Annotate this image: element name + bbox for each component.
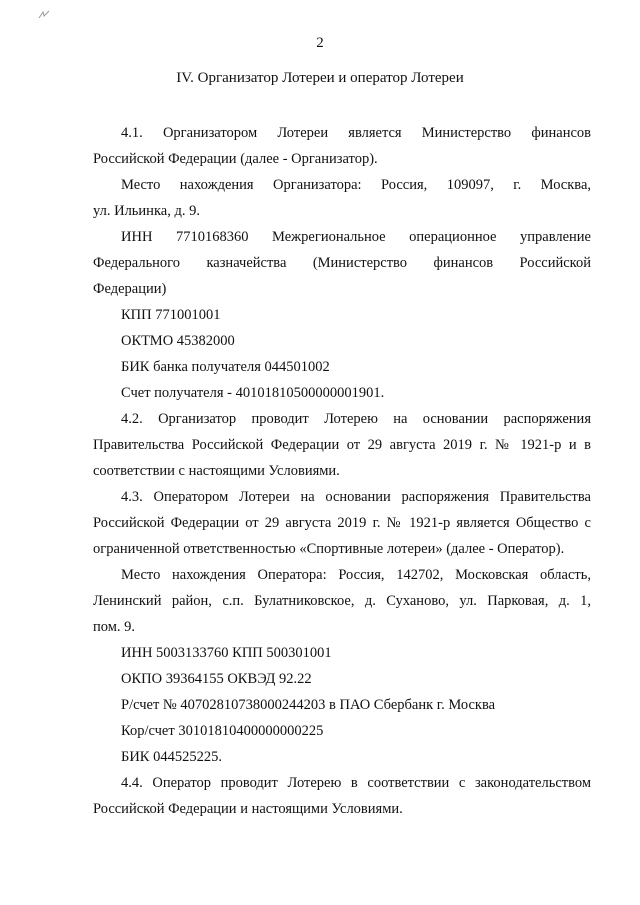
organizer-kpp: КПП 771001001 <box>121 307 221 323</box>
scan-mark <box>38 10 50 20</box>
text-line: Российской Федерации и настоящими Условиями. <box>93 801 403 817</box>
text-line: ИНН 7710168360 Межрегиональное операционное управление <box>121 229 591 245</box>
text-line: 4.3. Оператором Лотереи на основании распоряжения Правительства <box>121 489 591 505</box>
text-line: Федерации) <box>93 281 167 297</box>
operator-account: Р/счет № 40702810738000244203 в ПАО Сбербанк г. Москва <box>121 697 496 713</box>
text-line: ограниченной ответственностью «Спортивные лотереи» (далее - Оператор). <box>93 541 565 557</box>
section-heading: IV. Организатор Лотереи и оператор Лотереи <box>176 70 464 86</box>
page-number: 2 <box>316 35 324 51</box>
document-body <box>93 120 591 822</box>
paragraph-4-3 <box>93 484 591 562</box>
text-line: 4.4. Оператор проводит Лотерею в соответствии с законодательством <box>121 775 591 791</box>
operator-bik: БИК 044525225. <box>121 749 222 765</box>
paragraph-organizer-inn <box>93 224 591 302</box>
organizer-account: Счет получателя - 40101810500000001901. <box>121 385 385 401</box>
text-line: ул. Ильинка, д. 9. <box>93 203 200 219</box>
paragraph-4-2 <box>93 406 591 484</box>
text-line: Федерального казначейства (Министерство финансов Российской <box>93 255 591 271</box>
paragraph-organizer-location <box>93 172 591 224</box>
paragraph-4-4 <box>93 770 591 822</box>
organizer-oktmo: ОКТМО 45382000 <box>121 333 235 349</box>
operator-corr-account: Кор/счет 30101810400000000225 <box>121 723 324 739</box>
organizer-bik: БИК банка получателя 044501002 <box>121 359 330 375</box>
text-line: 4.2. Организатор проводит Лотерею на основании распоряжения <box>121 411 591 427</box>
text-line: Место нахождения Оператора: Россия, 142702, Московская область, <box>121 567 591 583</box>
operator-okpo: ОКПО 39364155 ОКВЭД 92.22 <box>121 671 312 687</box>
operator-inn-kpp: ИНН 5003133760 КПП 500301001 <box>121 645 332 661</box>
paragraph-4-1 <box>93 120 591 172</box>
text-line: пом. 9. <box>93 619 136 635</box>
text-line: Российской Федерации от 29 августа 2019 г. № 1921-р является Общество с <box>93 515 591 531</box>
text-line: 4.1. Организатором Лотереи является Министерство финансов <box>121 125 591 141</box>
text-line: соответствии с настоящими Условиями. <box>93 463 340 479</box>
text-line: Ленинский район, с.п. Булатниковское, д. Суханово, ул. Парковая, д. 1, <box>93 593 591 609</box>
text-line: Место нахождения Организатора: Россия, 109097, г. Москва, <box>121 177 591 193</box>
text-line: Правительства Российской Федерации от 29 августа 2019 г. № 1921-р и в <box>93 437 591 453</box>
text-line: Российской Федерации (далее - Организатор). <box>93 151 378 167</box>
paragraph-operator-location <box>93 562 591 640</box>
